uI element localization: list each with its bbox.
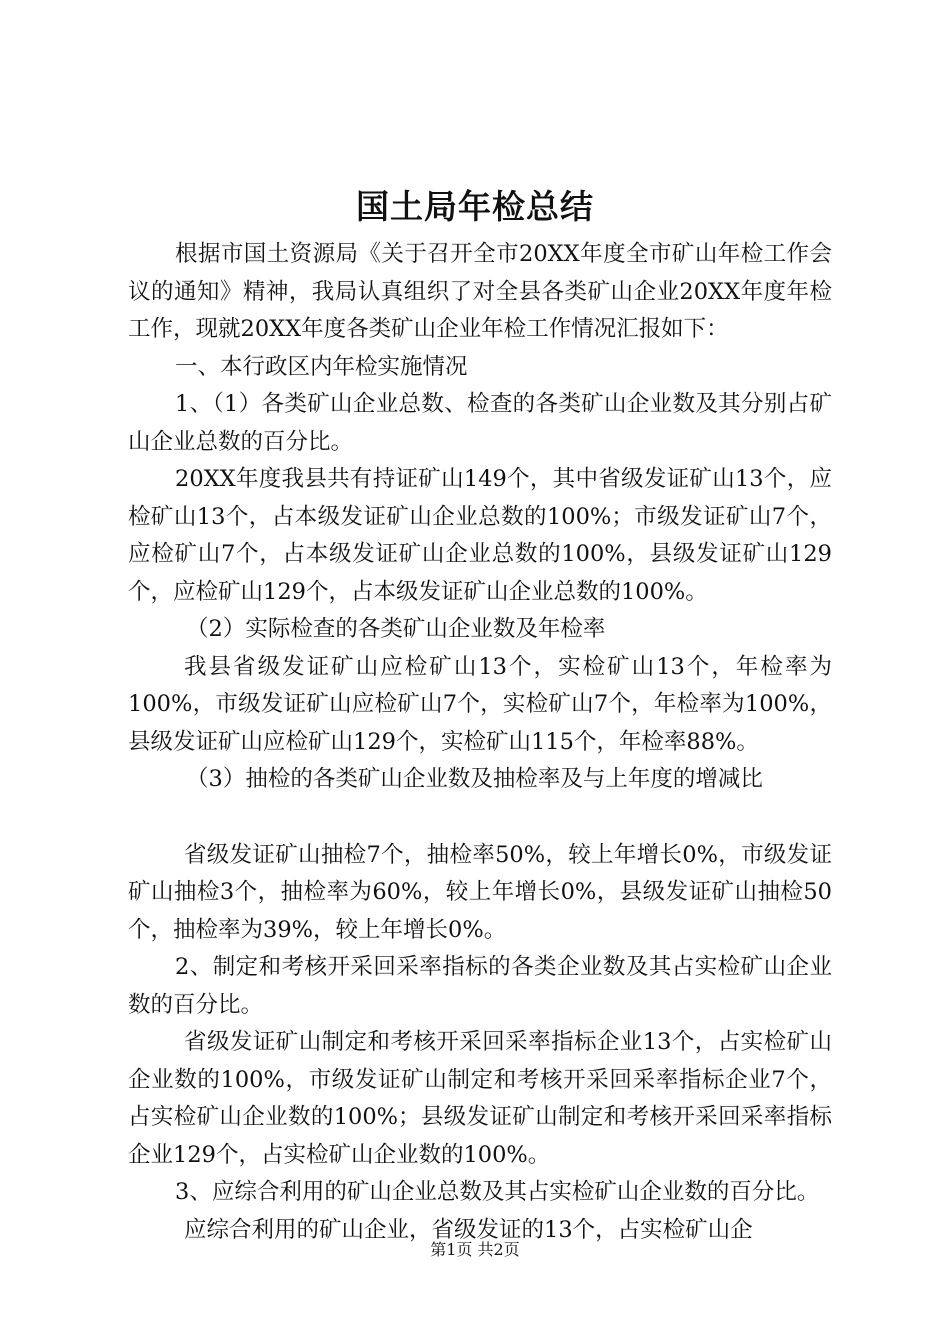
item-heading-2: 2、制定和考核开采回采率指标的各类企业数及其占实检矿山企业数的百分比。 bbox=[128, 954, 832, 1018]
document-title: 国土局年检总结 bbox=[356, 187, 594, 226]
blank-line bbox=[128, 799, 832, 837]
paragraph-inspection-rate: 我县省级发证矿山应检矿山13个，实检矿山13个，年检率为100%，市级发证矿山应检矿山7个，实检矿山7个，年检率为100%，县级发证矿山应检矿山129个，实检矿山115个，年检率88%。 bbox=[128, 653, 832, 755]
item-heading-3: 3、应综合利用的矿山企业总数及其占实检矿山企业数的百分比。 bbox=[175, 1179, 820, 1205]
item-heading-1-2: （2）实际检查的各类矿山企业数及年检率 bbox=[186, 616, 606, 642]
paragraph-spot-check: 省级发证矿山抽检7个，抽检率50%，较上年增长0%，市级发证矿山抽检3个，抽检率为60%，较上年增长0%，县级发证矿山抽检50个，抽检率为39%，较上年增长0%。 bbox=[128, 841, 832, 943]
section-heading-1: 一、本行政区内年检实施情况 bbox=[175, 353, 468, 380]
paragraph-recovery-rate: 省级发证矿山制定和考核开采回采率指标企业13个，占实检矿山企业数的100%，市级发证矿山制定和考核开采回采率指标企业7个，占实检矿山企业数的100%；县级发证矿山制定和考核开采回采率指标企业129个，占实检矿山企业数的100%。 bbox=[128, 1029, 832, 1168]
paragraph-comprehensive-use: 应综合利用的矿山企业，省级发证的13个，占实检矿山企 bbox=[184, 1216, 753, 1243]
item-heading-1-1: 1、（1）各类矿山企业总数、检查的各类矿山企业数及其分别占矿山企业总数的百分比。 bbox=[128, 391, 832, 455]
paragraph-intro: 根据市国土资源局《关于召开全市20XX年度全市矿山年检工作会议的通知》精神，我局认真组织了对全县各类矿山企业20XX年度年检工作，现就20XX年度各类矿山企业年检工作情况汇报如下： bbox=[128, 241, 832, 342]
paragraph-total-mines: 20XX年度我县共有持证矿山149个，其中省级发证矿山13个，应检矿山13个，占本级发证矿山企业总数的100%；市级发证矿山7个，应检矿山7个，占本级发证矿山企业总数的100%，县级发证矿山129个，应检矿山129个，占本级发证矿山企业总数的100%。 bbox=[128, 466, 832, 605]
page-footer: 第1页 共2页 bbox=[430, 1240, 520, 1259]
item-heading-1-3: （3）抽检的各类矿山企业数及抽检率及与上年度的增减比 bbox=[186, 766, 763, 792]
document-body bbox=[128, 236, 832, 1249]
